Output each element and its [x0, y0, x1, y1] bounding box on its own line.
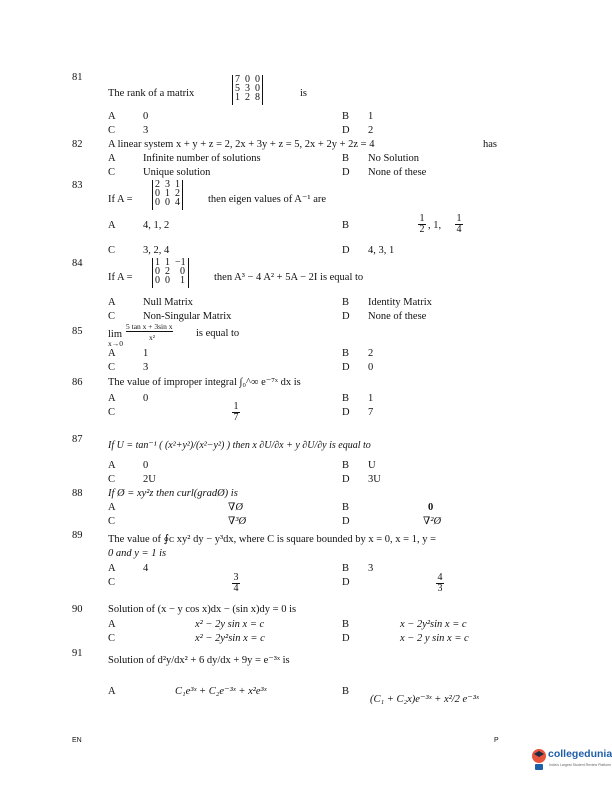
option-d: 7 — [368, 407, 374, 418]
question-number: 88 — [72, 488, 83, 499]
option-label: A — [108, 686, 116, 697]
fraction-denominator: 4 — [233, 583, 239, 594]
option-a: Null Matrix — [143, 297, 193, 308]
fraction-denominator: 4 — [456, 224, 462, 235]
fraction-denominator: 3 — [437, 583, 443, 594]
option-label: B — [342, 153, 350, 164]
limit-symbol: lim — [108, 329, 123, 340]
question-number: 86 — [72, 377, 83, 388]
option-b: U — [368, 460, 376, 471]
option-b: 1 — [368, 393, 374, 404]
fraction-three-quarters — [232, 573, 240, 594]
question-pre: If A = — [108, 194, 133, 205]
option-b: No Solution — [368, 153, 420, 164]
question-text: The value of improper integral ∫₀^∞ e⁻⁷ˣ dx is — [108, 377, 301, 388]
limit-subscript: x→0 — [108, 339, 123, 348]
option-label: B — [342, 460, 350, 471]
footer-left: EN — [72, 737, 82, 744]
question-text: A linear system x + y + z = 2, 2x + 3y + z = 5, 2x + 2y + 2z = 4 — [108, 139, 375, 150]
question-number: 87 — [72, 434, 83, 445]
question-text: Solution of (x − y cos x)dx − (sin x)dy = 0 is — [108, 604, 297, 615]
option-label: C — [108, 125, 116, 136]
fraction-numerator: 1 — [419, 213, 425, 224]
matrix: 7 0 0 5 3 0 1 2 8 — [232, 75, 263, 105]
question-tail: is — [300, 88, 308, 99]
question-text-line2: 0 and y = 1 is — [108, 548, 167, 559]
matrix: 1 1 −1 0 2 0 0 0 1 — [152, 258, 189, 288]
option-label: C — [108, 516, 116, 527]
option-label: A — [108, 153, 116, 164]
option-b: Identity Matrix — [368, 297, 432, 308]
option-label: B — [342, 393, 350, 404]
option-a: x² − 2y sin x = c — [195, 619, 265, 630]
option-label: A — [108, 460, 116, 471]
question-tail: is equal to — [196, 328, 240, 339]
question-tail: then eigen values of A⁻¹ are — [208, 194, 327, 205]
option-a: 4 — [143, 563, 149, 574]
option-label: C — [108, 167, 116, 178]
option-label: A — [108, 502, 116, 513]
option-label: C — [108, 311, 116, 322]
question-pre: If A = — [108, 272, 133, 283]
option-label: D — [342, 516, 350, 527]
option-label: D — [342, 125, 350, 136]
option-a: 4, 1, 2 — [143, 220, 170, 231]
option-b: 2 — [368, 348, 374, 359]
option-c: 3, 2, 4 — [143, 245, 170, 256]
option-label: A — [108, 619, 116, 630]
matrix: 2 3 1 0 1 2 0 0 4 — [152, 180, 183, 210]
option-label: C — [108, 245, 116, 256]
option-c: ∇³Ø — [228, 516, 247, 527]
footer-right: P — [494, 737, 499, 744]
option-label: A — [108, 348, 116, 359]
option-c: 2U — [143, 474, 156, 485]
question-text: The rank of a matrix — [108, 88, 195, 99]
option-label: D — [342, 245, 350, 256]
option-b: x − 2y²sin x = c — [400, 619, 467, 630]
limit-fraction-numerator: 5 tan x + 3sin x — [126, 322, 173, 331]
option-d: ∇²Ø — [423, 516, 442, 527]
option-c: 3 — [143, 125, 149, 136]
option-label: A — [108, 563, 116, 574]
fraction-one-half — [418, 214, 426, 235]
option-d: 4, 3, 1 — [368, 245, 395, 256]
option-label: D — [342, 577, 350, 588]
option-label: B — [342, 297, 350, 308]
option-label: A — [108, 393, 116, 404]
option-c: 3 — [143, 362, 149, 373]
option-a: ∇Ø — [228, 502, 243, 513]
option-d: None of these — [368, 167, 427, 178]
question-text: The value of ∮ᴄ xy² dy − y³dx, where C is square bounded by x = 0, x = 1, y = — [108, 534, 437, 545]
question-number: 89 — [72, 530, 83, 541]
option-label: C — [108, 474, 116, 485]
logo-tagline: India's Largest Student Review Platform — [549, 763, 612, 767]
option-label: C — [108, 577, 116, 588]
question-text: Solution of d²y/dx² + 6 dy/dx + 9y = e⁻³ˣ is — [108, 655, 290, 666]
option-d: x − 2 y sin x = c — [400, 633, 469, 644]
option-label: C — [108, 633, 116, 644]
option-label: B — [342, 111, 350, 122]
option-label: A — [108, 297, 116, 308]
option-label: B — [342, 619, 350, 630]
logo-wordmark: collegedunia — [548, 748, 612, 760]
question-text: If Ø = xy²z then curl(gradØ) is — [108, 488, 238, 499]
question-tail: has — [483, 139, 497, 150]
option-a: Infinite number of solutions — [143, 153, 261, 164]
fraction-one-seventh — [232, 402, 240, 423]
option-c: x² − 2y²sin x = c — [195, 633, 265, 644]
option-label: D — [342, 474, 350, 485]
option-label: B — [342, 348, 350, 359]
option-a: 1 — [143, 348, 149, 359]
option-label: D — [342, 167, 350, 178]
fraction-denominator: 2 — [419, 224, 425, 235]
option-c: Unique solution — [143, 167, 211, 178]
question-number: 91 — [72, 648, 83, 659]
option-label: C — [108, 407, 116, 418]
option-b: 0 — [428, 502, 434, 513]
option-a: 0 — [143, 460, 149, 471]
question-number: 85 — [72, 326, 83, 337]
fraction-numerator: 4 — [437, 572, 443, 583]
fraction-numerator: 1 — [233, 401, 239, 412]
question-number: 84 — [72, 258, 83, 269]
option-b: 1 — [368, 111, 374, 122]
option-label: D — [342, 407, 350, 418]
option-label: B — [342, 686, 350, 697]
fraction-numerator: 1 — [456, 213, 462, 224]
fraction-numerator: 3 — [233, 572, 239, 583]
option-a: C₁e³ˣ + C₂e⁻³ˣ + x²e³ˣ — [175, 686, 267, 697]
option-d: 3U — [368, 474, 381, 485]
option-b: 3 — [368, 563, 374, 574]
option-label: A — [108, 111, 116, 122]
question-text: If U = tan⁻¹ ( (x²+y²)/(x²−y²) ) then x ∂U/∂x + y ∂U/∂y is equal to — [108, 440, 371, 451]
option-label: D — [342, 362, 350, 373]
fraction-separator: , 1, — [428, 220, 442, 231]
option-d: None of these — [368, 311, 427, 322]
question-tail: then A³ − 4 A² + 5A − 2I is equal to — [214, 272, 364, 283]
question-number: 90 — [72, 604, 83, 615]
option-b: (C₁ + C₂x)e⁻³ˣ + x²/2 e⁻³ˣ — [370, 694, 479, 705]
option-label: A — [108, 220, 116, 231]
option-a: 0 — [143, 393, 149, 404]
fraction-denominator: 7 — [233, 412, 239, 423]
option-c: Non-Singular Matrix — [143, 311, 232, 322]
option-label: B — [342, 563, 350, 574]
option-label: C — [108, 362, 116, 373]
option-label: B — [342, 502, 350, 513]
fraction-one-quarter — [455, 214, 463, 235]
option-a: 0 — [143, 111, 149, 122]
question-number: 81 — [72, 72, 83, 83]
option-label: B — [342, 220, 350, 231]
fraction-four-thirds — [436, 573, 444, 594]
limit-fraction-denominator: x² — [149, 333, 155, 342]
option-d: 0 — [368, 362, 374, 373]
question-number: 82 — [72, 139, 83, 150]
option-d: 2 — [368, 125, 374, 136]
question-number: 83 — [72, 180, 83, 191]
option-label: D — [342, 633, 350, 644]
option-label: D — [342, 311, 350, 322]
